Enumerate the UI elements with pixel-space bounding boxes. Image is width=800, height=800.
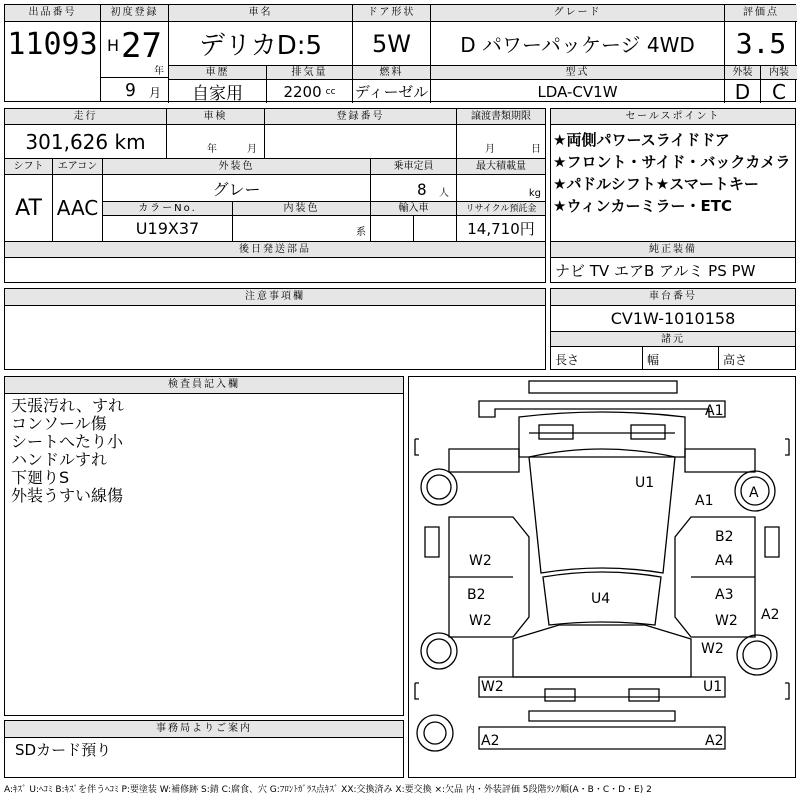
transfer-label: 譲渡書類期限 — [457, 109, 545, 125]
width-label: 幅 — [647, 353, 660, 367]
shift-label: シフト — [5, 159, 53, 175]
chassis-block — [550, 288, 796, 370]
sales-points-label: セールスポイント — [551, 109, 795, 125]
mark-a3-right: A3 — [715, 587, 734, 603]
mark-a2-bottom-right: A2 — [705, 733, 724, 749]
color-no-label: カラーNo. — [103, 202, 233, 216]
mark-w2-right-wheel: W2 — [701, 641, 724, 657]
header-block — [4, 4, 796, 102]
max-load: kg — [457, 175, 545, 202]
import-box-b — [414, 216, 457, 242]
exterior-color: グレー — [103, 175, 371, 202]
ac-label: エアコン — [53, 159, 103, 175]
sales-points-list — [553, 129, 790, 217]
ext-grade: D — [725, 80, 761, 103]
plate-label: 登録番号 — [265, 109, 457, 125]
sales-point-item: ★両側パワースライドドア — [553, 131, 730, 149]
office-label: 事務局よりご案内 — [5, 721, 403, 738]
caution-label: 注意事項欄 — [5, 289, 545, 306]
damage-diagram — [408, 376, 796, 778]
chassis-number: CV1W-1010158 — [551, 306, 795, 332]
int-label: 内装 — [761, 66, 797, 80]
inspector-note: 天張汚れ、すれ — [11, 396, 124, 415]
sales-point-item: ★ウィンカーミラー・ETC — [553, 197, 733, 215]
inspector-note: 外装うすい線傷 — [11, 486, 124, 505]
transfer-date: 月 日 — [457, 125, 545, 159]
mileage-label: 走行 — [5, 109, 167, 125]
mark-u1-front: U1 — [635, 475, 655, 491]
mark-a2-bottom-left: A2 — [481, 733, 500, 749]
door-label: ドア形状 — [353, 5, 431, 22]
fuel-label: 燃料 — [353, 66, 431, 80]
shift: AT — [5, 175, 53, 242]
car-name: デリカD:5 — [169, 22, 353, 66]
caution-block — [4, 288, 546, 370]
recycle-deposit: 14,710円 — [457, 216, 545, 242]
displacement-label: 排気量 — [267, 66, 353, 80]
interior-color-label: 内装色 — [233, 202, 371, 216]
load-label: 最大積載量 — [457, 159, 545, 175]
inspector-block — [4, 376, 404, 716]
score: 3.5 — [725, 22, 797, 66]
inspector-label: 検査員記入欄 — [5, 377, 403, 394]
mark-w2-left-front: W2 — [469, 553, 492, 569]
history-label: 車歴 — [169, 66, 267, 80]
plate-number — [265, 125, 457, 159]
office-block — [4, 720, 404, 778]
inspector-note: 下廻りS — [11, 468, 70, 487]
inspection-label: 車検 — [167, 109, 265, 125]
inspector-notes — [11, 397, 124, 505]
mark-u4: U4 — [591, 591, 611, 607]
lot-number: 11093 — [5, 22, 101, 66]
mark-b2-right: B2 — [715, 529, 734, 545]
car-diagram-svg — [409, 377, 795, 777]
legend: A:ｷｽﾞ U:ﾍｺﾐ B:ｷｽﾞを伴うﾍｺﾐ P:要塗装 W:補修跡 S:錆 C:腐食、穴 G:ﾌﾛﾝﾄｶﾞﾗｽ点ｷｽﾞ XX:交換済み X:要交換 ×:欠品 内・外装評価 5段階ﾗﾝｸ順(A・B・C・D・E) 2 — [4, 785, 652, 795]
interior-color: 系 — [233, 216, 371, 242]
chassis-label: 車台番号 — [551, 289, 795, 306]
later-parts-label: 後日発送部品 — [5, 242, 545, 258]
grade: D パワーパッケージ 4WD — [431, 22, 725, 66]
ext-label: 外装 — [725, 66, 761, 80]
equipment-label: 純正装備 — [551, 242, 795, 258]
grade-label: グレード — [431, 5, 725, 22]
reg-year: H 27 年 — [101, 22, 169, 78]
model-label: 型式 — [431, 66, 725, 80]
capacity: 8 人 — [371, 175, 457, 202]
history: 自家用 — [169, 80, 267, 103]
recycle-label: リサイクル預託金 — [457, 202, 545, 216]
int-grade: C — [772, 79, 786, 104]
mark-a2-right: A2 — [761, 607, 780, 623]
inspector-note: ハンドルすれ — [11, 450, 108, 469]
import-label: 輸入車 — [371, 202, 457, 216]
length-label: 長さ — [555, 353, 580, 367]
equipment-value: ナビ TV エアB アルミ PS PW — [555, 262, 756, 280]
displacement: 2200 cc — [267, 80, 353, 103]
mileage: 301,626 km — [5, 125, 167, 159]
score-label: 評価点 — [725, 5, 797, 22]
mark-a-wheel: A — [749, 485, 759, 501]
lot-label: 出品番号 — [5, 5, 101, 22]
mark-b2-left: B2 — [467, 587, 486, 603]
reg-month: 9 月 — [101, 78, 169, 103]
sales-points-block — [550, 108, 796, 242]
car-label: 車名 — [169, 5, 353, 22]
inspection-date: 年 月 — [167, 125, 265, 159]
sales-point-item: ★パドルシフト★スマートキー — [553, 175, 759, 193]
inspector-note: シートへたり小 — [11, 432, 124, 451]
model: LDA-CV1W — [431, 80, 725, 103]
later-parts — [5, 258, 545, 282]
specs-block — [4, 108, 546, 283]
dimensions-label: 諸元 — [551, 332, 795, 347]
height-label: 高さ — [723, 353, 748, 367]
mark-u1-rear: U1 — [703, 679, 723, 695]
mark-w2-right-rear: W2 — [715, 613, 738, 629]
inspector-note: コンソール傷 — [11, 414, 107, 433]
mark-a4-right: A4 — [715, 553, 734, 569]
capacity-label: 乗車定員 — [371, 159, 457, 175]
import-box-a — [371, 216, 414, 242]
color-number: U19X37 — [103, 216, 233, 242]
color-label: 外装色 — [103, 159, 371, 175]
mark-w2-rear-left: W2 — [481, 679, 504, 695]
air-con: AAC — [53, 175, 103, 242]
mark-a1-top: A1 — [705, 403, 724, 419]
door-type: 5W — [353, 22, 431, 66]
sales-point-item: ★フロント・サイド・バックカメラ — [553, 153, 791, 171]
fuel: ディーゼル — [353, 80, 431, 103]
equipment-block — [550, 241, 796, 283]
reg-label: 初度登録 — [101, 5, 169, 22]
office-text: SDカード預り — [15, 741, 112, 759]
mark-a1-side: A1 — [695, 493, 714, 509]
mark-w2-left-rear: W2 — [469, 613, 492, 629]
